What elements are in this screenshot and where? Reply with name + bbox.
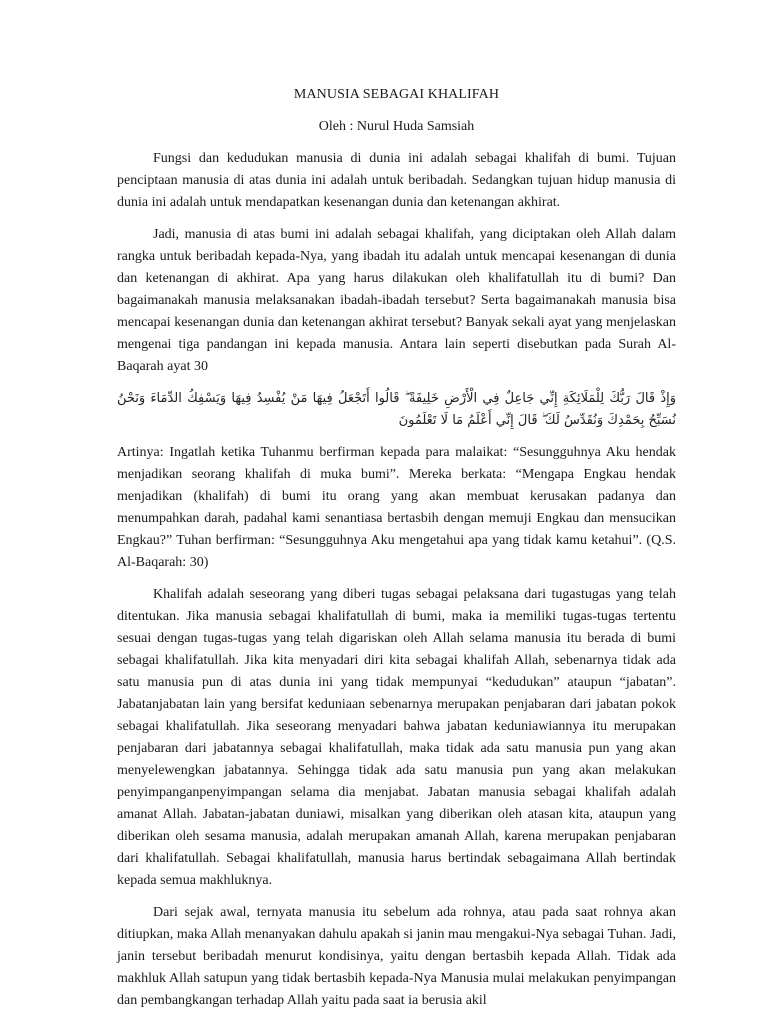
paragraph-1: Fungsi dan kedudukan manusia di dunia ini adalah sebagai khalifah di bumi. Tujuan penciptaan manusia di atas dunia ini adalah untuk beribadah. Sedangkan tujuan hidup manusia di dunia ini adalah untuk mendapatkan kesenangan dunia dan ketenangan akhirat. (117, 151, 676, 210)
arabic-verse: وَإِذْ قَالَ رَبُّكَ لِلْمَلَائِكَةِ إِنِّي جَاعِلٌ فِي الْأَرْضِ خَلِيفَةً ۖ قَالُوا أَتَجْعَلُ فِيهَا مَنْ يُفْسِدُ فِيهَا وَيَسْفِكُ الدِّمَاءَ وَنَحْنُ نُسَبِّحُ بِحَمْدِكَ وَنُقَدِّسُ لَكَ ۖ قَالَ إِنِّي أَعْلَمُ مَا لَا تَعْلَمُونَ (117, 391, 676, 428)
document-body (117, 84, 676, 1022)
paragraph-4: Khalifah adalah seseorang yang diberi tugas sebagai pelaksana dari tugastugas yang telah ditentukan. Jika manusia sebagai khalifatullah di bumi, maka ia memiliki tugas-tugas tertentu sesuai dengan tugas-tugas yang telah digariskan oleh Allah selama manusia itu berada di bumi sebagai khalifatullah. Jika kita menyadari diri kita sebagai khalifah Allah, sebenarnya tidak ada satu manusia pun di atas dunia ini yang tidak mempunyai “kedudukan” ataupun “jabatan”. Jabatanjabatan lain yang bersifat keduniaan sebenarnya merupakan penjabaran dari jabatan pokok sebagai khalifatullah. Jika seseorang menyadari bahwa jabatan keduniawiannya itu merupakan penjabaran dari jabatannya sebagai khalifatullah, maka tidak ada satu manusia pun yang akan menyelewengkan jabatannya. Sehingga tidak ada satu manusia pun yang akan melakukan penyimpanganpenyimpangan selama dia menjabat. Jabatan manusia sebagai khalifah adalah amanat Allah. Jabatan-jabatan duniawi, misalkan yang diberikan oleh atasan kita, ataupun yang diberikan oleh sesama manusia, adalah merupakan amanah Allah, karena merupakan penjabaran dari khalifatullah. Sebagai khalifatullah, manusia harus bertindak sebagaimana Allah bertindak kepada semua makhluknya. (117, 587, 676, 888)
document-author: Oleh : Nurul Huda Samsiah (318, 119, 475, 134)
paragraph-5: Dari sejak awal, ternyata manusia itu sebelum ada rohnya, atau pada saat rohnya akan ditiupkan, maka Allah menanyakan dahulu apakah si janin mau mengakui-Nya sebagai Tuhan. Jadi, janin tersebut beribadah menurut kondisinya, yaitu dengan bertasbih kepada Allah. Tidak ada makhluk Allah satupun yang tidak bertasbih kepada-Nya Manusia mulai melakukan penyimpangan dan pembangkangan terhadap Allah yaitu pada saat ia berusia akil (117, 905, 676, 1008)
paragraph-2: Jadi, manusia di atas bumi ini adalah sebagai khalifah, yang diciptakan oleh Allah dalam rangka untuk beribadah kepada-Nya, yang ibadah itu adalah untuk mencapai kesenangan di dunia dan ketenangan di akhirat. Apa yang harus dilakukan oleh khalifatullah itu di bumi? Dan bagaimanakah manusia melaksanakan ibadah-ibadah tersebut? Serta bagaimanakah manusia bisa mencapai kesenangan dunia dan ketenangan akhirat tersebut? Banyak sekali ayat yang menjelaskan mengenai tiga pandangan ini kepada manusia. Antara lain seperti disebutkan pada Surah Al-Baqarah ayat 30 (117, 227, 676, 374)
paragraph-translation: Artinya: Ingatlah ketika Tuhanmu berfirman kepada para malaikat: “Sesungguhnya Aku hendak menjadikan seorang khalifah di muka bumi”. Mereka berkata: “Mengapa Engkau hendak menjadikan (khalifah) di bumi itu orang yang akan membuat kerusakan padanya dan menumpahkan darah, padahal kami senantiasa bertasbih dengan memuji Engkau dan mensucikan Engkau?” Tuhan berfirman: “Sesungguhnya Aku mengetahui apa yang tidak kamu ketahui”. (Q.S. Al-Baqarah: 30) (117, 445, 676, 570)
document-title: MANUSIA SEBAGAI KHALIFAH (293, 87, 500, 102)
